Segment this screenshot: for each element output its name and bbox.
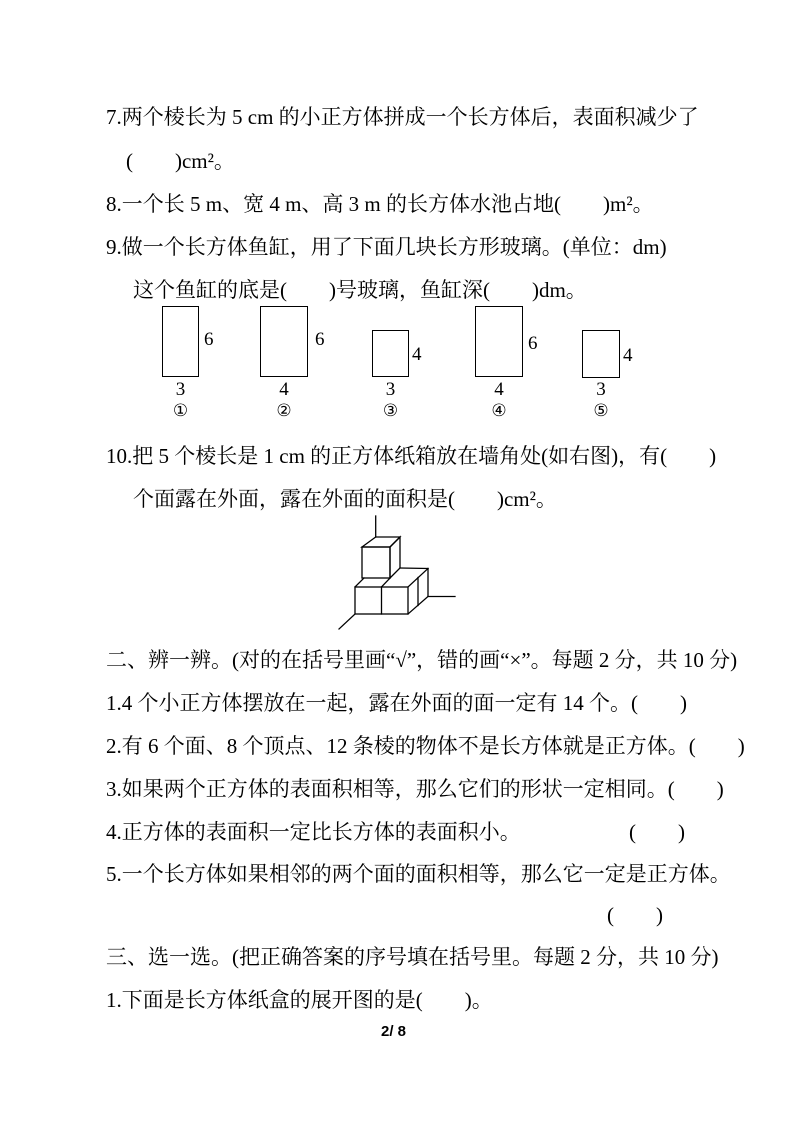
tf-item-2-text: 2.有 6 个面、8 个顶点、12 条棱的物体不是长方体就是正方体。 <box>106 734 689 758</box>
glass-panel-2-width-label: 4 <box>279 379 289 400</box>
question-10-line-2: 个面露在外面，露在外面的面积是( )cm²。 <box>133 487 557 511</box>
glass-panel-3-number: ③ <box>382 401 399 421</box>
glass-panel-5-height-label: 4 <box>623 345 633 366</box>
tf-item-4 <box>106 820 685 844</box>
question-10-line-1: 10.把 5 个棱长是 1 cm 的正方体纸箱放在墙角处(如右图)，有( ) <box>106 444 717 468</box>
glass-panel-2-height-label: 6 <box>315 329 325 350</box>
glass-panel-3-rect <box>372 330 409 377</box>
cube-corner-figure <box>330 510 465 635</box>
glass-panel-4-rect <box>475 306 523 377</box>
glass-panel-1-width-label: 3 <box>175 379 186 400</box>
tf-item-3 <box>106 777 724 801</box>
tf-item-1-bracket: ( ) <box>631 691 687 715</box>
glass-panel-5-width-label: 3 <box>596 379 606 400</box>
section-3-header: 三、选一选。(把正确答案的序号填在括号里。每题 2 分，共 10 分) <box>106 945 719 969</box>
tf-item-1 <box>106 691 685 715</box>
tf-item-4-text: 4.正方体的表面积一定比长方体的表面积小。 <box>106 820 521 844</box>
section-2-header: 二、辨一辨。(对的在括号里画“√”，错的画“×”。每题 2 分，共 10 分) <box>106 648 738 672</box>
glass-panel-5-number: ⑤ <box>593 401 609 421</box>
question-7-answer-blank: ( )cm²。 <box>126 149 235 173</box>
page-number: 2/ 8 <box>380 1023 407 1040</box>
tf-item-4-bracket: ( ) <box>629 820 685 844</box>
glass-panel-4-height-label: 6 <box>528 333 538 354</box>
tf-item-5-bracket: ( ) <box>607 903 663 927</box>
glass-panel-5-rect <box>582 330 620 378</box>
glass-panel-3-width-label: 3 <box>385 379 396 400</box>
glass-panel-1-height-label: 6 <box>204 329 214 350</box>
tf-item-3-text: 3.如果两个正方体的表面积相等，那么它们的形状一定相同。 <box>106 777 668 801</box>
glass-panel-2-number: ② <box>276 401 292 421</box>
tf-item-3-bracket: ( ) <box>667 777 724 801</box>
question-7-line-1: 7.两个棱长为 5 cm 的小正方体拼成一个长方体后，表面积减少了 <box>106 105 699 129</box>
glass-panel-3-height-label: 4 <box>412 344 422 365</box>
question-8: 8.一个长 5 m、宽 4 m、高 3 m 的长方体水池占地( )m²。 <box>106 192 654 216</box>
glass-panel-1-rect <box>162 306 199 377</box>
tf-item-2 <box>106 734 745 758</box>
question-9-line-2: 这个鱼缸的底是( )号玻璃，鱼缸深( )dm。 <box>133 278 587 302</box>
glass-panel-4-number: ④ <box>491 401 507 421</box>
tf-item-2-bracket: ( ) <box>688 734 745 758</box>
mc-item-1: 1.下面是长方体纸盒的展开图的是( )。 <box>106 988 493 1012</box>
glass-panel-2-rect <box>260 306 308 377</box>
glass-panel-4-width-label: 4 <box>494 379 504 400</box>
question-9-line-1: 9.做一个长方体鱼缸，用了下面几块长方形玻璃。(单位：dm) <box>106 235 667 259</box>
tf-item-1-text: 1.4 个小正方体摆放在一起，露在外面的面一定有 14 个。 <box>106 691 631 715</box>
tf-item-5-text: 5.一个长方体如果相邻的两个面的面积相等，那么它一定是正方体。 <box>106 862 731 886</box>
glass-panel-1-number: ① <box>172 401 189 421</box>
